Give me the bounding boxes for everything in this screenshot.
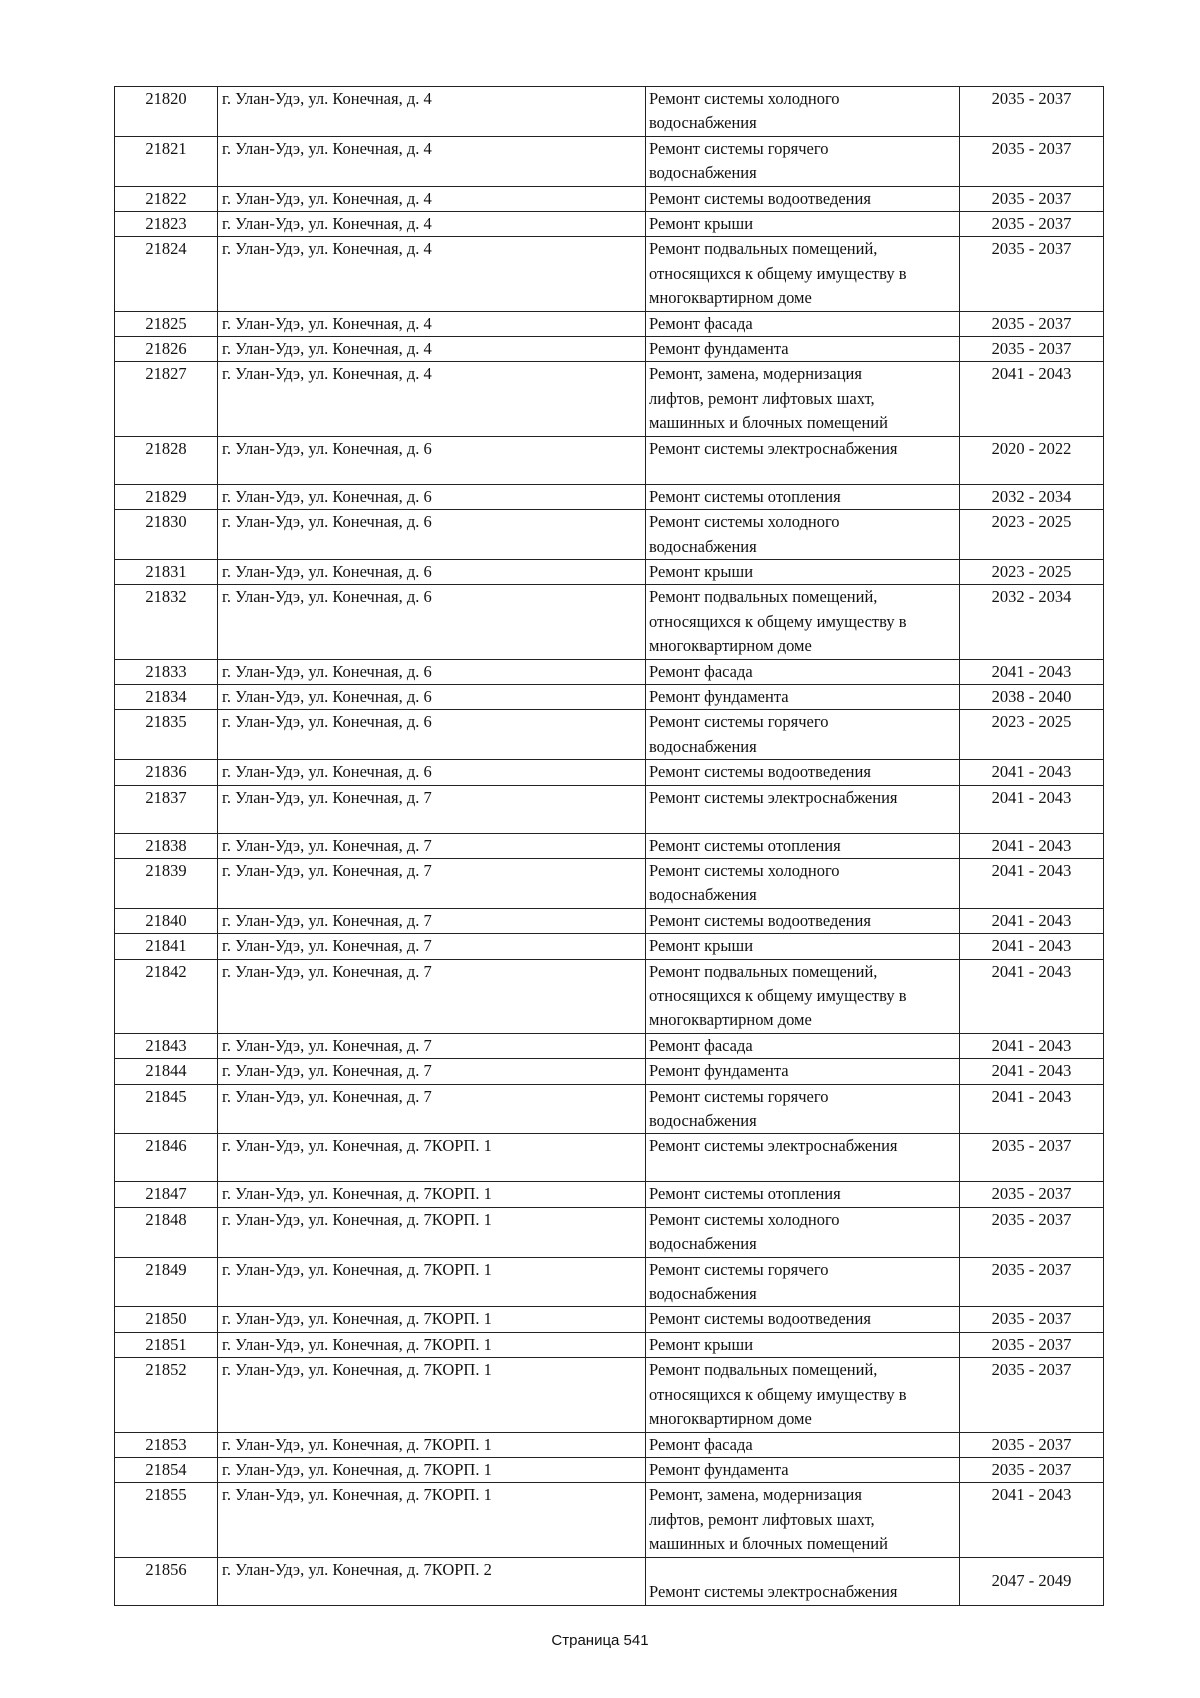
table-row <box>115 337 1104 362</box>
table-row <box>115 237 1104 311</box>
row-address: г. Улан-Удэ, ул. Конечная, д. 4 <box>218 212 646 237</box>
row-work-type: Ремонт системы горячего водоснабжения <box>646 1084 960 1134</box>
table-body <box>115 87 1104 1606</box>
row-number: 21845 <box>115 1084 218 1134</box>
row-work-type: Ремонт подвальных помещений, относящихся к общему имуществу в многоквартирном доме <box>646 959 960 1033</box>
table-row <box>115 186 1104 211</box>
row-address: г. Улан-Удэ, ул. Конечная, д. 4 <box>218 337 646 362</box>
row-period: 2041 - 2043 <box>960 1483 1104 1557</box>
row-address: г. Улан-Удэ, ул. Конечная, д. 7 <box>218 908 646 933</box>
row-work-type: Ремонт системы водоотведения <box>646 1307 960 1332</box>
row-number: 21842 <box>115 959 218 1033</box>
row-number: 21830 <box>115 510 218 560</box>
row-period: 2035 - 2037 <box>960 1134 1104 1182</box>
row-period: 2035 - 2037 <box>960 212 1104 237</box>
row-number: 21822 <box>115 186 218 211</box>
row-period: 2041 - 2043 <box>960 1084 1104 1134</box>
row-work-type: Ремонт системы горячего водоснабжения <box>646 1257 960 1307</box>
row-number: 21848 <box>115 1207 218 1257</box>
row-address: г. Улан-Удэ, ул. Конечная, д. 7 <box>218 1084 646 1134</box>
table-row <box>115 959 1104 1033</box>
row-address: г. Улан-Удэ, ул. Конечная, д. 7КОРП. 1 <box>218 1134 646 1182</box>
row-period: 2035 - 2037 <box>960 1457 1104 1482</box>
row-number: 21838 <box>115 833 218 858</box>
row-address: г. Улан-Удэ, ул. Конечная, д. 6 <box>218 659 646 684</box>
row-number: 21823 <box>115 212 218 237</box>
table-row <box>115 212 1104 237</box>
row-address: г. Улан-Удэ, ул. Конечная, д. 7 <box>218 833 646 858</box>
row-period: 2035 - 2037 <box>960 87 1104 137</box>
row-work-type: Ремонт фундамента <box>646 684 960 709</box>
row-number: 21850 <box>115 1307 218 1332</box>
row-address: г. Улан-Удэ, ул. Конечная, д. 7 <box>218 785 646 833</box>
table-row <box>115 436 1104 484</box>
row-period: 2041 - 2043 <box>960 858 1104 908</box>
row-address: г. Улан-Удэ, ул. Конечная, д. 6 <box>218 484 646 509</box>
row-period: 2023 - 2025 <box>960 710 1104 760</box>
table-row <box>115 1033 1104 1058</box>
row-address: г. Улан-Удэ, ул. Конечная, д. 4 <box>218 87 646 137</box>
row-period: 2041 - 2043 <box>960 659 1104 684</box>
row-work-type: Ремонт фасада <box>646 659 960 684</box>
table-row <box>115 858 1104 908</box>
row-work-type: Ремонт фундамента <box>646 1457 960 1482</box>
table-row <box>115 1432 1104 1457</box>
row-period: 2038 - 2040 <box>960 684 1104 709</box>
table-row <box>115 833 1104 858</box>
row-work-type: Ремонт фундамента <box>646 337 960 362</box>
row-period: 2032 - 2034 <box>960 484 1104 509</box>
table-row <box>115 1332 1104 1357</box>
row-period: 2035 - 2037 <box>960 1332 1104 1357</box>
row-work-type: Ремонт крыши <box>646 212 960 237</box>
row-number: 21843 <box>115 1033 218 1058</box>
row-address: г. Улан-Удэ, ул. Конечная, д. 7 <box>218 858 646 908</box>
row-period: 2041 - 2043 <box>960 959 1104 1033</box>
row-period: 2032 - 2034 <box>960 585 1104 659</box>
row-number: 21846 <box>115 1134 218 1182</box>
row-address: г. Улан-Удэ, ул. Конечная, д. 7КОРП. 1 <box>218 1257 646 1307</box>
row-address: г. Улан-Удэ, ул. Конечная, д. 7КОРП. 1 <box>218 1307 646 1332</box>
row-number: 21855 <box>115 1483 218 1557</box>
row-address: г. Улан-Удэ, ул. Конечная, д. 7КОРП. 1 <box>218 1432 646 1457</box>
row-number: 21824 <box>115 237 218 311</box>
row-work-type: Ремонт фасада <box>646 1432 960 1457</box>
table-row <box>115 1207 1104 1257</box>
row-work-type: Ремонт подвальных помещений, относящихся к общему имуществу в многоквартирном доме <box>646 585 960 659</box>
row-number: 21854 <box>115 1457 218 1482</box>
row-address: г. Улан-Удэ, ул. Конечная, д. 4 <box>218 362 646 436</box>
row-work-type: Ремонт системы водоотведения <box>646 760 960 785</box>
row-address: г. Улан-Удэ, ул. Конечная, д. 6 <box>218 436 646 484</box>
table-row <box>115 908 1104 933</box>
row-number: 21825 <box>115 311 218 336</box>
row-period: 2047 - 2049 <box>960 1557 1104 1605</box>
row-work-type: Ремонт фундамента <box>646 1059 960 1084</box>
page-footer: Страница 541 <box>551 1632 649 1649</box>
row-number: 21835 <box>115 710 218 760</box>
row-address: г. Улан-Удэ, ул. Конечная, д. 7КОРП. 1 <box>218 1332 646 1357</box>
row-period: 2035 - 2037 <box>960 1307 1104 1332</box>
table-row <box>115 311 1104 336</box>
table-row <box>115 362 1104 436</box>
row-period: 2035 - 2037 <box>960 1358 1104 1432</box>
table-row <box>115 1134 1104 1182</box>
repair-schedule-table <box>114 86 1104 1606</box>
row-period: 2035 - 2037 <box>960 311 1104 336</box>
row-number: 21826 <box>115 337 218 362</box>
table-row <box>115 934 1104 959</box>
row-period: 2041 - 2043 <box>960 362 1104 436</box>
row-work-type: Ремонт системы отопления <box>646 1182 960 1207</box>
row-period: 2035 - 2037 <box>960 237 1104 311</box>
row-number: 21840 <box>115 908 218 933</box>
table-row <box>115 1483 1104 1557</box>
row-work-type: Ремонт системы электроснабжения <box>646 436 960 484</box>
row-work-type: Ремонт системы холодного водоснабжения <box>646 87 960 137</box>
row-number: 21852 <box>115 1358 218 1432</box>
row-work-type: Ремонт системы водоотведения <box>646 186 960 211</box>
table-row <box>115 484 1104 509</box>
row-number: 21832 <box>115 585 218 659</box>
row-address: г. Улан-Удэ, ул. Конечная, д. 4 <box>218 237 646 311</box>
row-work-type: Ремонт системы электроснабжения <box>646 1557 960 1605</box>
row-work-type: Ремонт системы отопления <box>646 833 960 858</box>
row-period: 2041 - 2043 <box>960 908 1104 933</box>
row-work-type: Ремонт системы горячего водоснабжения <box>646 136 960 186</box>
row-number: 21841 <box>115 934 218 959</box>
row-work-type: Ремонт, замена, модернизация лифтов, ремонт лифтовых шахт, машинных и блочных помещений <box>646 1483 960 1557</box>
row-work-type: Ремонт фасада <box>646 1033 960 1058</box>
table-row <box>115 87 1104 137</box>
table-row <box>115 684 1104 709</box>
row-address: г. Улан-Удэ, ул. Конечная, д. 7КОРП. 1 <box>218 1358 646 1432</box>
row-address: г. Улан-Удэ, ул. Конечная, д. 4 <box>218 136 646 186</box>
row-number: 21831 <box>115 559 218 584</box>
row-address: г. Улан-Удэ, ул. Конечная, д. 7 <box>218 934 646 959</box>
row-work-type: Ремонт системы электроснабжения <box>646 1134 960 1182</box>
row-number: 21849 <box>115 1257 218 1307</box>
row-number: 21837 <box>115 785 218 833</box>
row-address: г. Улан-Удэ, ул. Конечная, д. 6 <box>218 760 646 785</box>
row-period: 2035 - 2037 <box>960 1257 1104 1307</box>
table-row <box>115 559 1104 584</box>
row-work-type: Ремонт системы водоотведения <box>646 908 960 933</box>
row-address: г. Улан-Удэ, ул. Конечная, д. 4 <box>218 311 646 336</box>
row-period: 2035 - 2037 <box>960 186 1104 211</box>
table-row <box>115 510 1104 560</box>
row-address: г. Улан-Удэ, ул. Конечная, д. 7КОРП. 1 <box>218 1182 646 1207</box>
row-number: 21856 <box>115 1557 218 1605</box>
row-number: 21839 <box>115 858 218 908</box>
row-work-type: Ремонт крыши <box>646 1332 960 1357</box>
table-row <box>115 785 1104 833</box>
table-row <box>115 1557 1104 1605</box>
row-work-type: Ремонт подвальных помещений, относящихся к общему имуществу в многоквартирном доме <box>646 1358 960 1432</box>
table-row <box>115 1182 1104 1207</box>
row-address: г. Улан-Удэ, ул. Конечная, д. 7 <box>218 1033 646 1058</box>
row-period: 2023 - 2025 <box>960 559 1104 584</box>
row-address: г. Улан-Удэ, ул. Конечная, д. 4 <box>218 186 646 211</box>
row-period: 2035 - 2037 <box>960 1207 1104 1257</box>
row-address: г. Улан-Удэ, ул. Конечная, д. 6 <box>218 710 646 760</box>
row-address: г. Улан-Удэ, ул. Конечная, д. 7КОРП. 1 <box>218 1207 646 1257</box>
table-row <box>115 1358 1104 1432</box>
row-work-type: Ремонт крыши <box>646 559 960 584</box>
row-period: 2023 - 2025 <box>960 510 1104 560</box>
row-address: г. Улан-Удэ, ул. Конечная, д. 7КОРП. 1 <box>218 1483 646 1557</box>
row-number: 21836 <box>115 760 218 785</box>
row-number: 21828 <box>115 436 218 484</box>
row-number: 21851 <box>115 1332 218 1357</box>
row-work-type: Ремонт подвальных помещений, относящихся к общему имуществу в многоквартирном доме <box>646 237 960 311</box>
row-number: 21821 <box>115 136 218 186</box>
table-row <box>115 710 1104 760</box>
table-row <box>115 1257 1104 1307</box>
row-number: 21833 <box>115 659 218 684</box>
row-work-type: Ремонт, замена, модернизация лифтов, ремонт лифтовых шахт, машинных и блочных помещений <box>646 362 960 436</box>
row-number: 21829 <box>115 484 218 509</box>
row-work-type: Ремонт системы горячего водоснабжения <box>646 710 960 760</box>
row-address: г. Улан-Удэ, ул. Конечная, д. 7 <box>218 959 646 1033</box>
row-number: 21834 <box>115 684 218 709</box>
row-number: 21853 <box>115 1432 218 1457</box>
row-address: г. Улан-Удэ, ул. Конечная, д. 6 <box>218 559 646 584</box>
row-work-type: Ремонт системы отопления <box>646 484 960 509</box>
row-work-type: Ремонт системы электроснабжения <box>646 785 960 833</box>
row-work-type: Ремонт системы холодного водоснабжения <box>646 1207 960 1257</box>
row-work-type: Ремонт системы холодного водоснабжения <box>646 510 960 560</box>
row-address: г. Улан-Удэ, ул. Конечная, д. 6 <box>218 684 646 709</box>
row-period: 2041 - 2043 <box>960 833 1104 858</box>
row-period: 2035 - 2037 <box>960 1432 1104 1457</box>
row-period: 2041 - 2043 <box>960 1033 1104 1058</box>
table-row <box>115 1059 1104 1084</box>
row-address: г. Улан-Удэ, ул. Конечная, д. 7КОРП. 2 <box>218 1557 646 1605</box>
row-number: 21820 <box>115 87 218 137</box>
row-address: г. Улан-Удэ, ул. Конечная, д. 6 <box>218 585 646 659</box>
table-row <box>115 136 1104 186</box>
row-address: г. Улан-Удэ, ул. Конечная, д. 7 <box>218 1059 646 1084</box>
row-work-type: Ремонт фасада <box>646 311 960 336</box>
row-number: 21847 <box>115 1182 218 1207</box>
row-period: 2035 - 2037 <box>960 1182 1104 1207</box>
row-period: 2041 - 2043 <box>960 934 1104 959</box>
row-period: 2041 - 2043 <box>960 760 1104 785</box>
table-row <box>115 1457 1104 1482</box>
row-period: 2041 - 2043 <box>960 1059 1104 1084</box>
table-row <box>115 1307 1104 1332</box>
row-period: 2035 - 2037 <box>960 337 1104 362</box>
row-work-type: Ремонт крыши <box>646 934 960 959</box>
row-work-type: Ремонт системы холодного водоснабжения <box>646 858 960 908</box>
row-period: 2041 - 2043 <box>960 785 1104 833</box>
table-row <box>115 760 1104 785</box>
row-period: 2020 - 2022 <box>960 436 1104 484</box>
row-address: г. Улан-Удэ, ул. Конечная, д. 7КОРП. 1 <box>218 1457 646 1482</box>
row-period: 2035 - 2037 <box>960 136 1104 186</box>
row-number: 21827 <box>115 362 218 436</box>
row-address: г. Улан-Удэ, ул. Конечная, д. 6 <box>218 510 646 560</box>
row-number: 21844 <box>115 1059 218 1084</box>
table-row <box>115 659 1104 684</box>
table-row <box>115 1084 1104 1134</box>
table-row <box>115 585 1104 659</box>
